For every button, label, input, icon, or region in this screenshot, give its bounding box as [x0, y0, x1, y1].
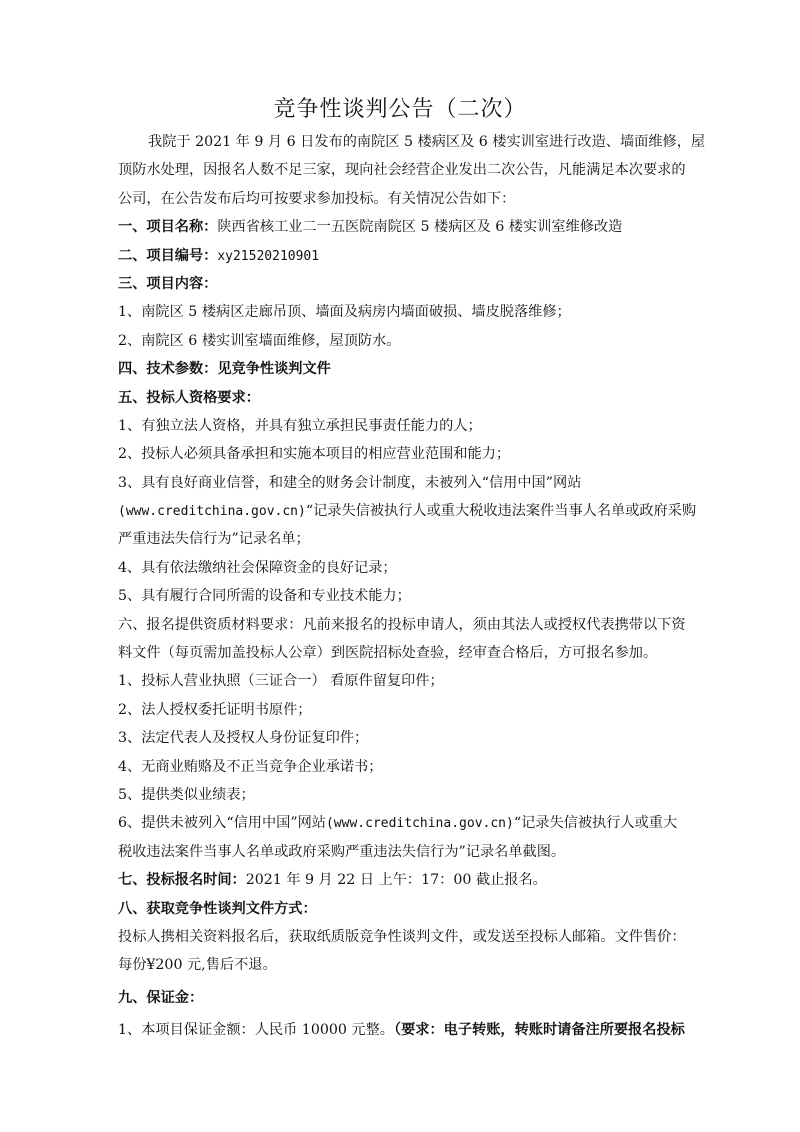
- section-9-heading: 九、保证金：: [118, 989, 204, 1006]
- section-5-item-3-line-3: 严重违法失信行为”记录名单；: [118, 531, 310, 548]
- section-5-item-2: 2、投标人必须具备承担和实施本项目的相应营业范围和能力；: [118, 446, 511, 463]
- section-1-text: 陕西省核工业二一五医院南院区 5 楼病区及 6 楼实训室维修改造: [217, 219, 623, 236]
- section-5-item-4: 4、具有依法缴纳社会保障资金的良好记录；: [118, 559, 397, 576]
- section-6-item-2: 2、法人授权委托证明书原件；: [118, 701, 312, 718]
- section-1-project-name: [118, 213, 688, 241]
- section-5-item-1: 1、有独立法人资格，并具有独立承担民事责任能力的人；: [118, 417, 482, 434]
- section-4-heading: 四、技术参数：见竞争性谈判文件: [118, 361, 331, 378]
- section-6-line-1: 六、报名提供资质材料要求：凡前来报名的投标申请人，须由其法人或授权代表携带以下资: [118, 616, 686, 633]
- credit-china-url-2: (www.creditchina.gov.cn): [325, 816, 514, 832]
- section-3-item-1: 1、南院区 5 楼病区走廊吊顶、墙面及病房内墙面破损、墙皮脱落维修；: [118, 304, 571, 321]
- intro-line-3: 公司，在公告发布后均可按要求参加投标。有关情况公告如下：: [118, 190, 516, 207]
- page-title: 竞争性谈判公告（二次）: [273, 97, 527, 122]
- section-7-registration-time: [118, 866, 688, 894]
- project-code: xy21520210901: [217, 248, 320, 264]
- section-7-heading: 七、投标报名时间：: [118, 872, 246, 889]
- section-5-item-3-text: “记录失信被执行人或重大税收违法案件当事人名单或政府采购: [305, 503, 697, 520]
- section-6-item-5: 5、提供类似业绩表；: [118, 786, 255, 803]
- section-7-text: 2021 年 9 月 22 日 上午：17：00 截止报名。: [245, 872, 547, 889]
- section-3-item-2: 2、南院区 6 楼实训室墙面维修，屋顶防水。: [118, 332, 401, 349]
- section-6-item-6-line-1: [118, 809, 688, 837]
- section-5-item-3-line-2: [118, 497, 697, 525]
- credit-china-url: (www.creditchina.gov.cn): [118, 504, 306, 520]
- section-6-item-4: 4、无商业贿赂及不正当竞争企业承诺书；: [118, 758, 383, 775]
- section-5-item-5: 5、具有履行合同所需的设备和专业技术能力；: [118, 588, 411, 605]
- section-9-item-1-text: 1、本项目保证金额：人民币 10000 元整。: [118, 1022, 394, 1039]
- intro-line-1: 我院于 2021 年 9 月 6 日发布的南院区 5 楼病区及 6 楼实训室进行改造、墙面维修，屋: [148, 134, 706, 150]
- section-6-item-1: 1、投标人营业执照（三证合一） 看原件留复印件；: [118, 673, 444, 690]
- section-6-item-6-text-a: 6、提供未被列入“信用中国”网站: [118, 815, 326, 832]
- section-6-item-6-text-b: “记录失信被执行人或重大: [513, 815, 678, 832]
- section-8-heading: 八、获取竞争性谈判文件方式：: [118, 900, 317, 917]
- section-6-item-6-line-2: 税收违法案件当事人名单或政府采购严重违法失信行为”记录名单截图。: [118, 843, 566, 860]
- section-8-line-2: 每份¥200 元,售后不退。: [118, 957, 277, 974]
- section-6-item-3: 3、法定代表人及授权人身份证复印件；: [118, 730, 369, 747]
- section-5-item-3-line-1: 3、具有良好商业信誉，和建全的财务会计制度，未被列入“信用中国”网站: [118, 474, 582, 491]
- section-1-heading: 一、项目名称：: [118, 219, 218, 236]
- section-2-heading: 二、项目编号：: [118, 247, 218, 264]
- section-6-line-2: 料文件（每页需加盖投标人公章）到医院招标处查验，经审查合格后，方可报名参加。: [118, 645, 658, 662]
- section-3-heading: 三、项目内容：: [118, 275, 218, 292]
- section-8-line-1: 投标人携相关资料报名后，获取纸质版竞争性谈判文件，或发送至投标人邮箱。文件售价：: [118, 928, 686, 945]
- document-body: [118, 128, 706, 1045]
- section-9-item-1: [118, 1016, 688, 1044]
- section-9-item-1-bold: （要求：电子转账，转账时请备注所要报名投标: [394, 1022, 685, 1039]
- section-5-heading: 五、投标人资格要求：: [118, 389, 260, 406]
- intro-line-2: 顶防水处理，因报名人数不足三家，现向社会经营企业发出二次公告，凡能满足本次要求的: [118, 162, 686, 179]
- section-2-project-code: [118, 242, 688, 270]
